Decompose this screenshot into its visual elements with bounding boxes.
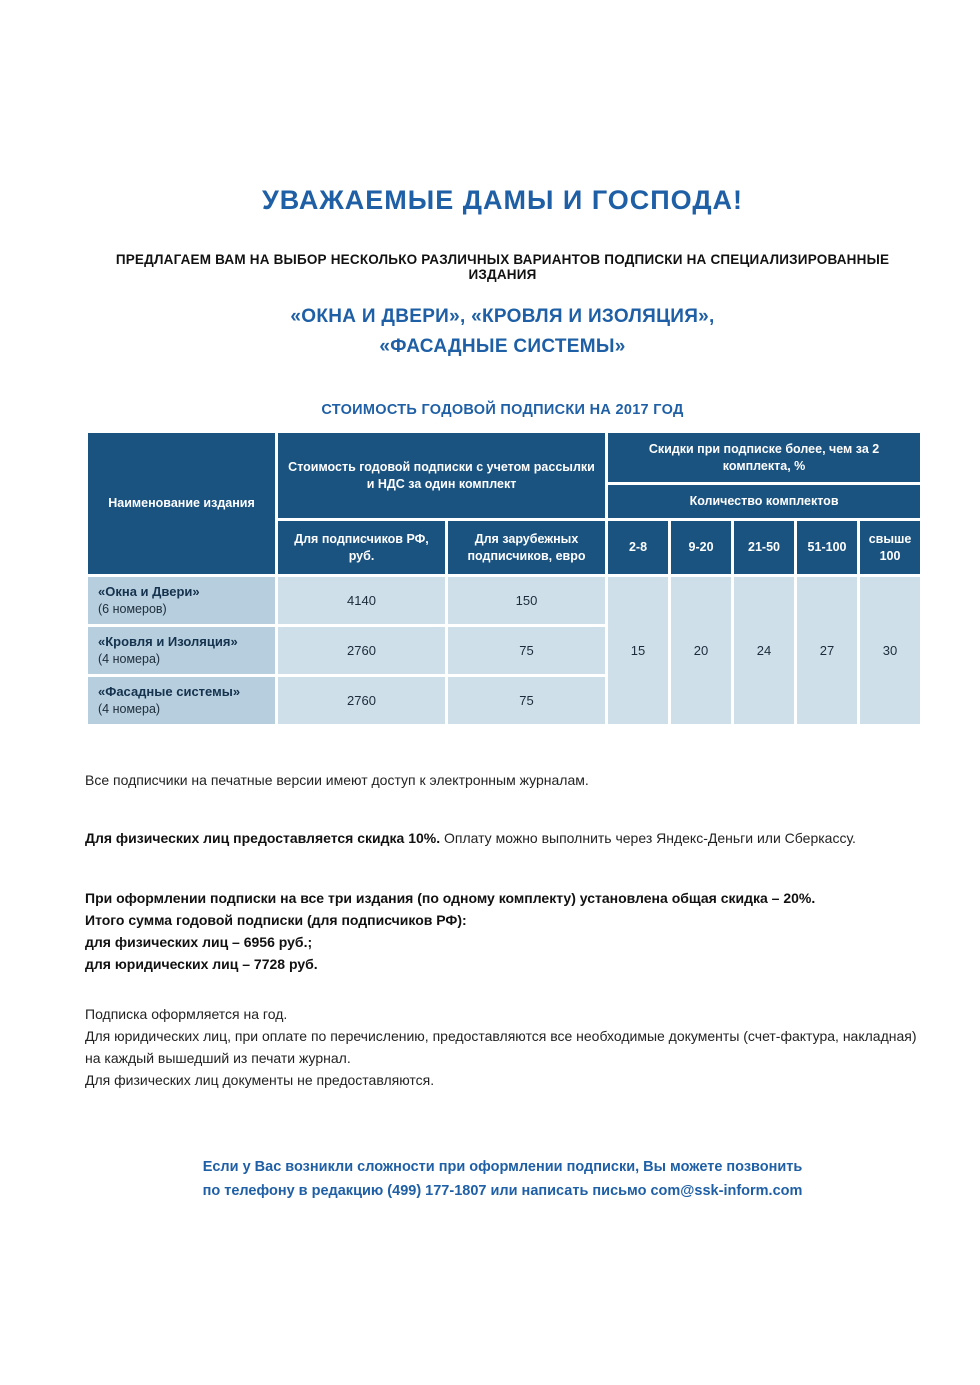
individuals-discount-rest: Оплату можно выполнить через Яндекс-Деньги или Сберкассу. xyxy=(440,830,856,846)
price-foreign-value: 75 xyxy=(447,676,607,726)
terms-line-3: Для физических лиц документы не предоставляются. xyxy=(85,1072,435,1088)
col-header-price-foreign: Для зарубежных подписчиков, евро xyxy=(447,520,607,576)
discount-value-3: 24 xyxy=(733,576,796,726)
discount-value-4: 27 xyxy=(796,576,859,726)
intro-subtitle: ПРЕДЛАГАЕМ ВАМ НА ВЫБОР НЕСКОЛЬКО РАЗЛИЧНЫХ ВАРИАНТОВ ПОДПИСКИ НА СПЕЦИАЛИЗИРОВАННЫЕ ИЗДАНИЯ xyxy=(115,252,890,282)
bundle-line-2: Итого сумма годовой подписки (для подписчиков РФ): xyxy=(85,912,467,928)
individuals-discount-bold: Для физических лиц предоставляется скидка 10%. xyxy=(85,830,441,846)
discount-value-5: 30 xyxy=(859,576,922,726)
publication-issues-note: (6 номеров) xyxy=(98,601,167,616)
editions-line-1: «ОКНА И ДВЕРИ», «КРОВЛЯ И ИЗОЛЯЦИЯ», xyxy=(290,306,715,327)
col-header-range-4: 51-100 xyxy=(796,520,859,576)
discount-value-2: 20 xyxy=(670,576,733,726)
publication-name-cell xyxy=(87,576,277,626)
bundle-line-3: для физических лиц – 6956 руб.; xyxy=(85,934,313,950)
editions-list xyxy=(85,302,920,362)
paragraph-bundle-discount xyxy=(85,887,920,975)
terms-line-1: Подписка оформляется на год. xyxy=(85,1006,288,1022)
publication-name: «Окна и Двери» xyxy=(98,583,200,599)
table-row xyxy=(87,576,922,626)
col-group-price: Стоимость годовой подписки с учетом рассылки и НДС за один комплект xyxy=(277,432,607,520)
price-rf-value: 2760 xyxy=(277,626,447,676)
col-subheader-kit-quantity: Количество комплектов xyxy=(607,484,922,520)
price-rf-value: 4140 xyxy=(277,576,447,626)
paragraph-electronic-access: Все подписчики на печатные версии имеют доступ к электронным журналам. xyxy=(85,772,589,788)
publication-name: «Фасадные системы» xyxy=(98,683,241,699)
publication-name: «Кровля и Изоляция» xyxy=(98,633,238,649)
bundle-line-4: для юридических лиц – 7728 руб. xyxy=(85,956,318,972)
publication-issues-note: (4 номера) xyxy=(98,701,161,716)
col-header-range-1: 2-8 xyxy=(607,520,670,576)
terms-line-2: Для юридических лиц, при оплате по перечислению, предоставляются все необходимые документы (счет-фактура, накладная) на каждый вышедший из печати журнал. xyxy=(85,1028,917,1066)
paragraph-terms xyxy=(85,1003,920,1091)
contact-footer-line-2: по телефону в редакцию (499) 177-1807 или написать письмо com@ssk-inform.com xyxy=(202,1183,803,1199)
editions-line-2: «ФАСАДНЫЕ СИСТЕМЫ» xyxy=(379,336,626,357)
paragraph-individuals-discount xyxy=(85,827,920,849)
table-caption: СТОИМОСТЬ ГОДОВОЙ ПОДПИСКИ НА 2017 ГОД xyxy=(321,402,684,418)
col-header-range-5: свыше 100 xyxy=(859,520,922,576)
publication-issues-note: (4 номера) xyxy=(98,651,161,666)
publication-name-cell xyxy=(87,626,277,676)
col-header-publication-name: Наименование издания xyxy=(87,432,277,576)
discount-value-1: 15 xyxy=(607,576,670,726)
document-content xyxy=(85,185,920,1203)
col-group-discounts: Скидки при подписке более, чем за 2 комплекта, % xyxy=(607,432,922,484)
contact-footer xyxy=(85,1155,920,1203)
price-rf-value: 2760 xyxy=(277,676,447,726)
col-header-range-2: 9-20 xyxy=(670,520,733,576)
bundle-line-1: При оформлении подписки на все три издания (по одному комплекту) установлена общая скидка – 20%. xyxy=(85,890,816,906)
page-title: УВАЖАЕМЫЕ ДАМЫ И ГОСПОДА! xyxy=(261,185,744,215)
contact-footer-line-1: Если у Вас возникли сложности при оформлении подписки, Вы можете позвонить xyxy=(202,1159,803,1175)
price-foreign-value: 75 xyxy=(447,626,607,676)
price-foreign-value: 150 xyxy=(447,576,607,626)
col-header-range-3: 21-50 xyxy=(733,520,796,576)
publication-name-cell xyxy=(87,676,277,726)
subscription-price-table xyxy=(85,430,923,727)
col-header-price-rf: Для подписчиков РФ, руб. xyxy=(277,520,447,576)
